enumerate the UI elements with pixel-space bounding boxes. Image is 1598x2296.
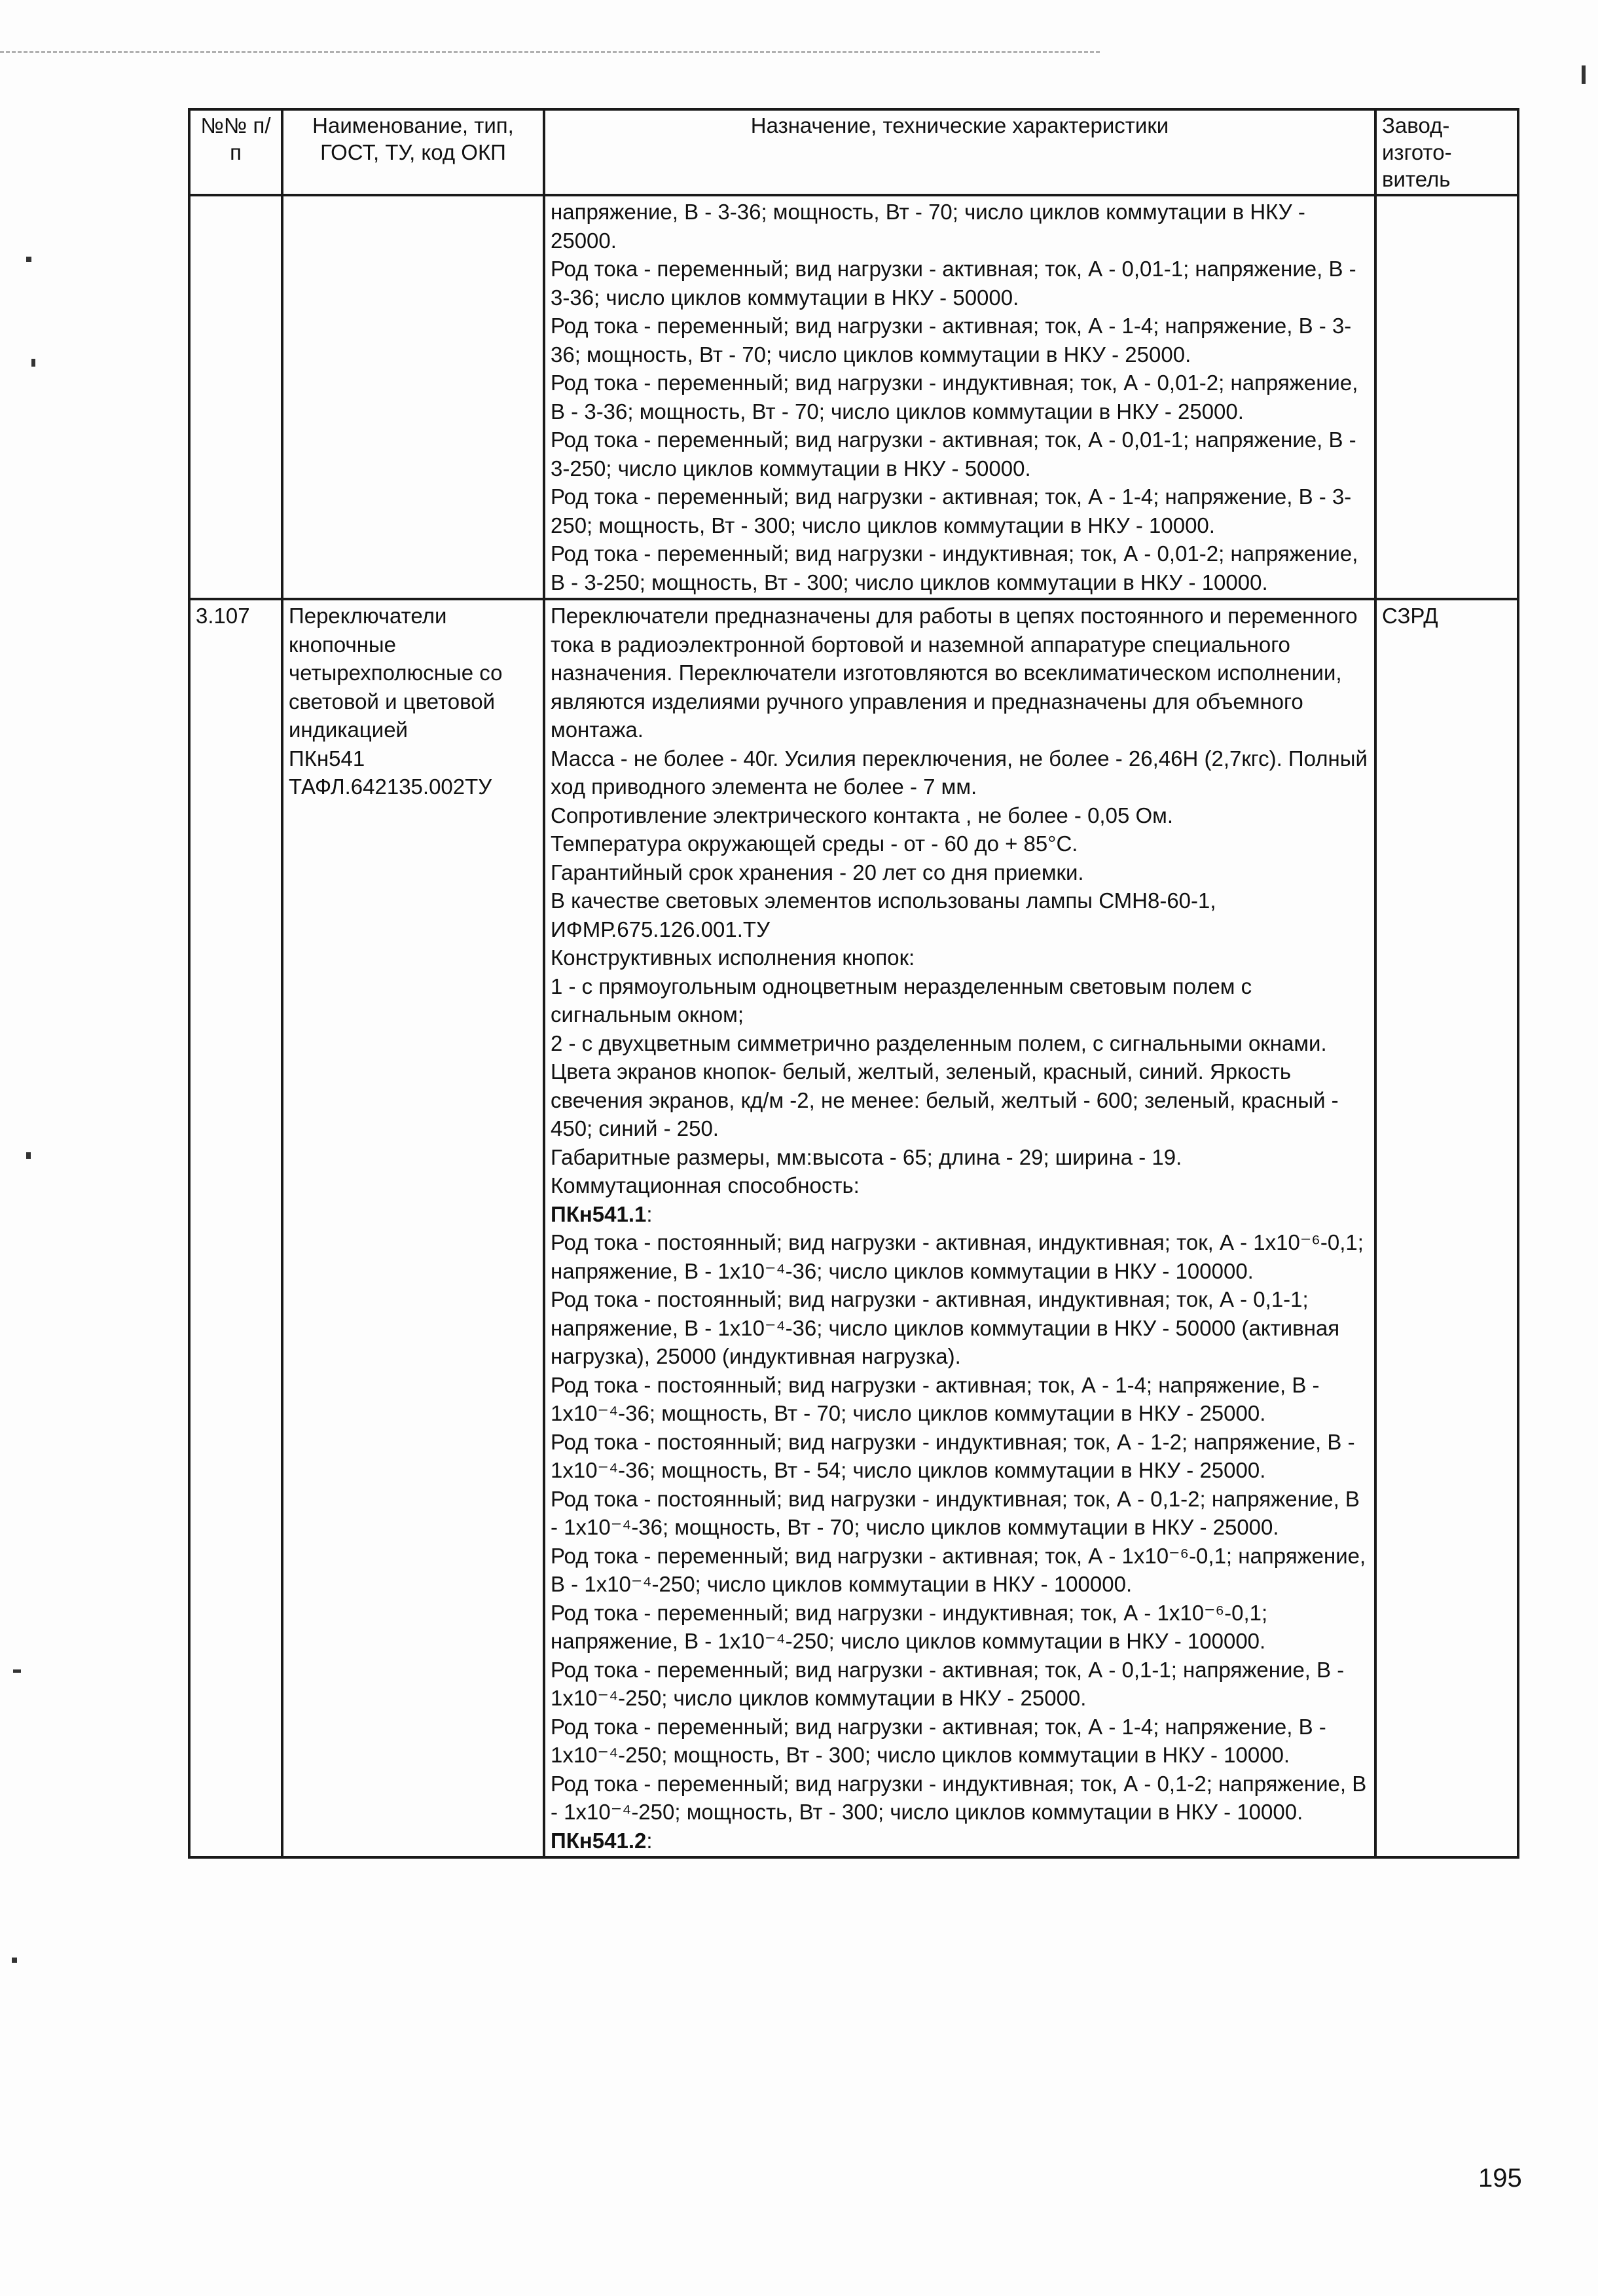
product-spec: ТАФЛ.642135.002ТУ xyxy=(289,774,492,799)
sub1-line: Род тока - постоянный; вид нагрузки - индуктивная; ток, А - 0,1-2; напряжение, В - 1х10⁻⁴-36; мощность, Вт - 70; число циклов коммутации в НКУ - 25000. xyxy=(551,1486,1360,1539)
cont-line: Род тока - переменный; вид нагрузки - активная; ток, А - 1-4; напряжение, В - 3-36; мощность, Вт - 70; число циклов коммутации в НКУ - 25000. xyxy=(551,314,1352,367)
sub1-line: Род тока - переменный; вид нагрузки - активная; ток, А - 0,1-1; напряжение, В - 1х10⁻⁴-250; число циклов коммутации в НКУ - 25000. xyxy=(551,1657,1345,1710)
sub1-line: Род тока - переменный; вид нагрузки - индуктивная; ток, А - 0,1-2; напряжение, В - 1х10⁻⁴-250; мощность, Вт - 300; число циклов коммутации в НКУ - 10000. xyxy=(551,1771,1367,1824)
row-maker: СЗРД xyxy=(1375,599,1518,1857)
desc-line: Гарантийный срок хранения - 20 лет со дня приемки. xyxy=(551,860,1084,884)
cont-line: Род тока - переменный; вид нагрузки - индуктивная; ток, А - 0,01-2; напряжение, В - 3-36; мощность, Вт - 70; число циклов коммутации в НКУ - 25000. xyxy=(551,371,1358,424)
cont-line: Род тока - переменный; вид нагрузки - индуктивная; ток, А - 0,01-2; напряжение, В - 3-250; мощность, Вт - 300; число циклов коммутации в НКУ - 10000. xyxy=(551,541,1358,594)
desc-line: Температура окружающей среды - от - 60 до + 85°С. xyxy=(551,831,1078,856)
scan-speck xyxy=(13,1669,21,1673)
row-num: 3.107 xyxy=(189,599,282,1857)
cont-line: Род тока - переменный; вид нагрузки - активная; ток, А - 0,01-1; напряжение, В - 3-36; число циклов коммутации в НКУ - 50000. xyxy=(551,257,1356,310)
sub1-line: Род тока - постоянный; вид нагрузки - активная; ток, А - 1-4; напряжение, В - 1х10⁻⁴-36; мощность, Вт - 70; число циклов коммутации в НКУ - 25000. xyxy=(551,1372,1320,1425)
product-type: ПКн541 xyxy=(289,746,365,771)
desc-line: Масса - не более - 40г. Усилия переключения, не более - 26,46Н (2,7кгс). Полный ход приводного элемента не более - 7 мм. xyxy=(551,746,1368,799)
sub1-line: Род тока - постоянный; вид нагрузки - активная, индуктивная; ток, А - 1х10⁻⁶-0,1; напряжение, В - 1х10⁻⁴-36; число циклов коммутации в НКУ - 100000. xyxy=(551,1230,1364,1283)
desc-line: Габаритные размеры, мм:высота - 65; длина - 29; ширина - 19. xyxy=(551,1144,1182,1169)
desc-line: 2 - с двухцветным симметрично разделенным полем, с сигнальными окнами. Цвета экранов кнопок- белый, желтый, зеленый, красный, синий. Яркость свечения экранов, кд/м -2, не менее: белый, желтый - 600; зеленый, красный - 450; синий - 250. xyxy=(551,1030,1339,1140)
sub1-line: Род тока - постоянный; вид нагрузки - индуктивная; ток, А - 1-2; напряжение, В - 1х10⁻⁴-36; мощность, Вт - 54; число циклов коммутации в НКУ - 25000. xyxy=(551,1429,1355,1482)
subsection-title-1-text: ПКн541.1 xyxy=(551,1201,647,1226)
desc-line: Сопротивление электрического контакта , не более - 0,05 Ом. xyxy=(551,803,1173,828)
header-num: №№ п/п xyxy=(189,109,282,195)
subsection-title-2-text: ПКн541.2 xyxy=(551,1828,647,1853)
cont-num-cell xyxy=(189,195,282,599)
desc-line: Переключатели предназначены для работы в цепях постоянного и переменного тока в радиоэлектронной бортовой и наземной аппаратуре специального назначения. Переключатели изготовляются во всеклиматическом исполнении, являются изделиями ручного управления и предназначены для объемного монтажа. xyxy=(551,604,1358,742)
continued-row xyxy=(189,195,1518,599)
product-name: Переключатели кнопочные четырехполюсные со световой и цветовой индикацией xyxy=(289,604,503,742)
scan-speck xyxy=(26,1152,31,1159)
header-purpose: Назначение, технические характеристики xyxy=(544,109,1375,195)
spec-table xyxy=(188,108,1519,1859)
sub1-line: Род тока - постоянный; вид нагрузки - активная, индуктивная; ток, А - 0,1-1; напряжение, В - 1х10⁻⁴-36; число циклов коммутации в НКУ - 50000 (активная нагрузка), 25000 (индуктивная нагрузка). xyxy=(551,1287,1340,1368)
cont-line: Род тока - переменный; вид нагрузки - активная; ток, А - 1-4; напряжение, В - 3-250; мощность, Вт - 300; число циклов коммутации в НКУ - 10000. xyxy=(551,484,1352,538)
desc-line: Коммутационная способность: xyxy=(551,1173,860,1197)
subsection-title-1: ПКн541.1: xyxy=(551,1201,653,1226)
header-maker: Завод-изгото-витель xyxy=(1375,109,1518,195)
scan-speck xyxy=(12,1958,17,1963)
row-name-cell xyxy=(282,599,544,1857)
header-name: Наименование, тип, ГОСТ, ТУ, код ОКП xyxy=(282,109,544,195)
header-row xyxy=(189,109,1518,195)
desc-line: 1 - с прямоугольным одноцветным неразделенным световым полем с сигнальным окном; xyxy=(551,974,1252,1027)
sub1-line: Род тока - переменный; вид нагрузки - индуктивная; ток, А - 1х10⁻⁶-0,1; напряжение, В - 1х10⁻⁴-250; число циклов коммутации в НКУ - 100000. xyxy=(551,1600,1268,1653)
table-row-3107 xyxy=(189,599,1518,1857)
scan-noise-top xyxy=(0,51,1100,58)
cont-line: Род тока - переменный; вид нагрузки - активная; ток, А - 0,01-1; напряжение, В - 3-250; число циклов коммутации в НКУ - 50000. xyxy=(551,428,1356,481)
sub1-line: Род тока - переменный; вид нагрузки - активная; ток, А - 1х10⁻⁶-0,1; напряжение, В - 1х10⁻⁴-250; число циклов коммутации в НКУ - 100000. xyxy=(551,1543,1366,1596)
scan-speck xyxy=(31,359,35,367)
cont-line: напряжение, В - 3-36; мощность, Вт - 70; число циклов коммутации в НКУ - 25000. xyxy=(551,200,1305,253)
desc-line: В качестве световых элементов использованы лампы СМН8-60-1, ИФМР.675.126.001.ТУ xyxy=(551,888,1216,941)
cont-name-cell xyxy=(282,195,544,599)
desc-line: Конструктивных исполнения кнопок: xyxy=(551,945,915,970)
page-number: 195 xyxy=(1478,2164,1522,2193)
scan-speck xyxy=(1582,65,1586,84)
scan-speck xyxy=(26,257,31,262)
subsection-title-2: ПКн541.2: xyxy=(551,1828,653,1853)
sub1-line: Род тока - переменный; вид нагрузки - активная; ток, А - 1-4; напряжение, В - 1х10⁻⁴-250; мощность, Вт - 300; число циклов коммутации в НКУ - 10000. xyxy=(551,1714,1326,1767)
cont-purpose-cell xyxy=(544,195,1375,599)
row-purpose-cell xyxy=(544,599,1375,1857)
cont-maker-cell xyxy=(1375,195,1518,599)
